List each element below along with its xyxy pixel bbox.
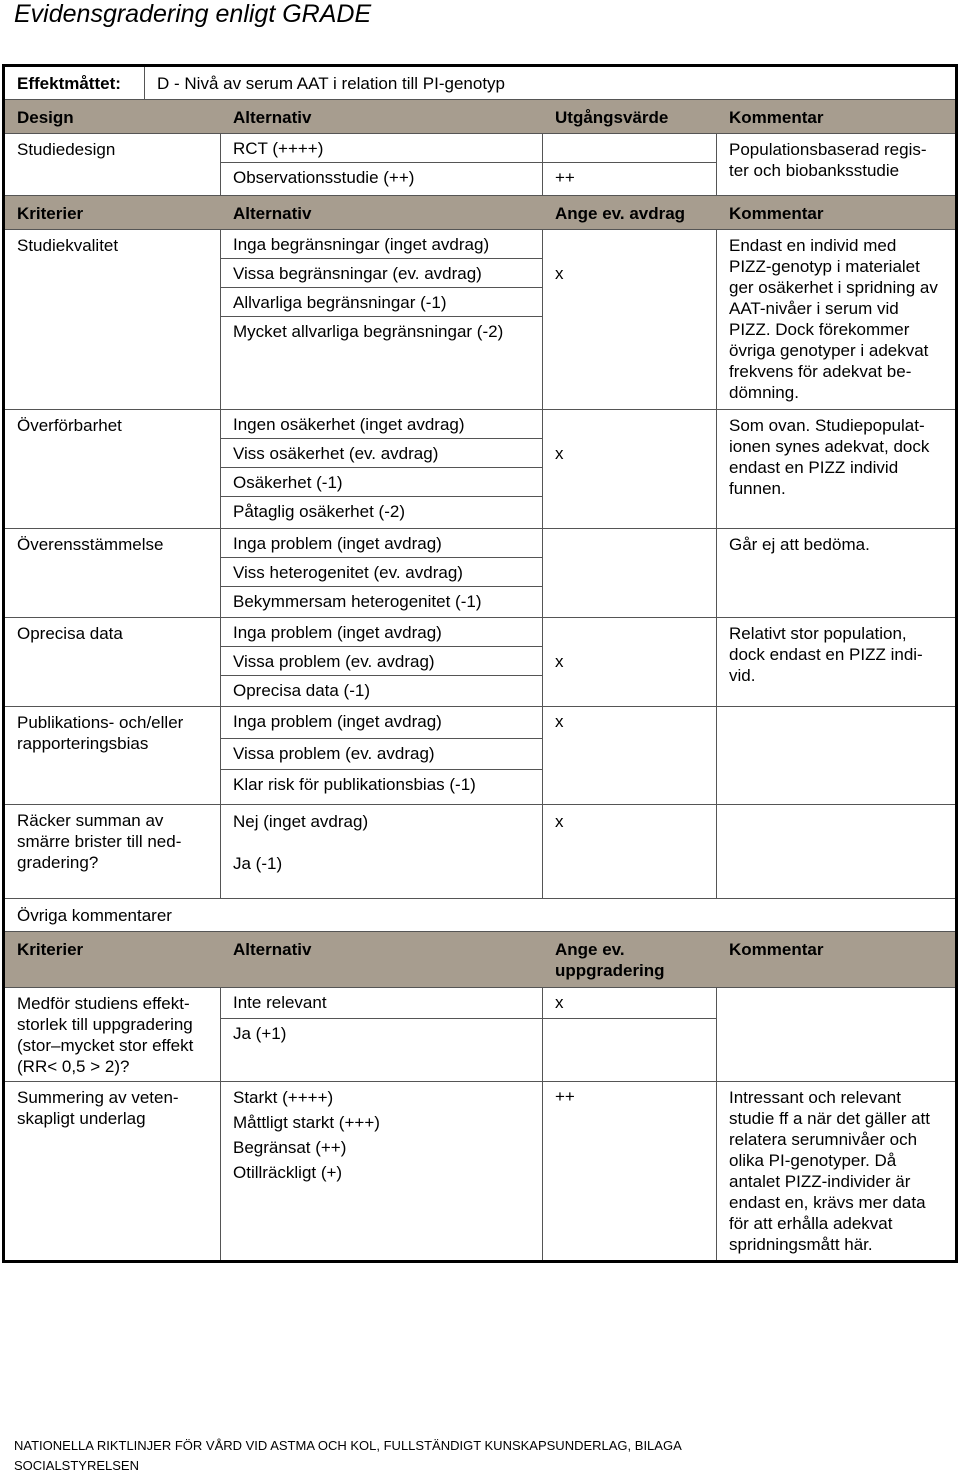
summering-marks (543, 1082, 717, 1260)
upgrade-header-c1: Kriterier (17, 940, 84, 959)
overforbarhet-alt: Ingen osäkerhet (inget avdrag) (221, 410, 542, 439)
overforbarhet-row (5, 410, 955, 529)
publikation-alts (221, 707, 543, 804)
oprecisa-alts (221, 618, 543, 706)
criteria-header-c2: Alternativ (233, 204, 312, 223)
publikation-alt: Inga problem (inget avdrag) (221, 707, 542, 739)
publikation-label: Publikations- och/eller rapporteringsbias (5, 707, 221, 804)
footer-line-1: NATIONELLA RIKTLINJER FÖR VÅRD VID ASTMA OCH KOL, FULLSTÄNDIGT KUNSKAPSUNDERLAG, BILAGA (14, 1438, 682, 1453)
summering-alts (221, 1082, 543, 1260)
overensstammelse-label: Överensstämmelse (5, 529, 221, 617)
studiedesign-comment: Populationsbaserad regis-ter och biobanksstudie (729, 140, 927, 180)
medfor-alt: Inte relevant (221, 988, 542, 1019)
design-header-c1: Design (17, 108, 74, 127)
overforbarhet-label: Överförbarhet (5, 410, 221, 528)
publikation-alt: Klar risk för publikationsbias (-1) (233, 775, 476, 794)
ovriga-label: Övriga kommentarer (17, 906, 172, 925)
racker-alt: Ja (-1) (233, 854, 283, 873)
studiekvalitet-comment: Endast en individ med PIZZ-genotyp i materialet ger osäkerhet i spridning av AAT-nivåer i serum vid PIZZ. Dock förekommer övriga genotyper i adekvat frekvens för adekvat be-dömning. (729, 236, 938, 402)
studiedesign-row (5, 134, 955, 196)
oprecisa-label: Oprecisa data (5, 618, 221, 706)
overensstammelse-alt: Inga problem (inget avdrag) (221, 529, 542, 558)
oprecisa-row (5, 618, 955, 707)
studiedesign-alt: Observationsstudie (++) (233, 168, 415, 187)
criteria-header (5, 196, 955, 230)
overensstammelse-marks (543, 529, 717, 617)
medfor-label: Medför studiens effekt-storlek till uppgradering (stor–mycket stor effekt (RR< 0,5 > 2)? (5, 988, 221, 1081)
criteria-header-c4: Kommentar (729, 204, 824, 223)
racker-marks (543, 805, 717, 898)
overforbarhet-marks (543, 410, 717, 528)
overensstammelse-alt: Bekymmersam heterogenitet (-1) (233, 592, 482, 611)
oprecisa-alt: Inga problem (inget avdrag) (221, 618, 542, 647)
page-footer (14, 1436, 682, 1476)
summering-alt: Måttligt starkt (+++) (233, 1113, 380, 1132)
summering-row (5, 1082, 955, 1260)
overforbarhet-alt: Viss osäkerhet (ev. avdrag) (221, 439, 542, 468)
summering-alt: Otillräckligt (+) (233, 1163, 343, 1182)
criteria-header-c3: Ange ev. avdrag (555, 204, 686, 223)
summering-alt: Starkt (++++) (233, 1088, 334, 1107)
overforbarhet-comment: Som ovan. Studiepopulat-ionen synes adekvat, dock endast en PIZZ individ funnen. (729, 416, 930, 498)
overensstammelse-row (5, 529, 955, 618)
racker-row (5, 805, 955, 899)
upgrade-header-c2: Alternativ (233, 940, 312, 959)
publikation-mark: x (555, 712, 564, 731)
criteria-header-c1: Kriterier (17, 204, 84, 223)
overensstammelse-alts (221, 529, 543, 617)
medfor-alts (221, 988, 543, 1081)
studiedesign-mark: ++ (555, 168, 575, 187)
publikation-comment (717, 707, 955, 804)
studiekvalitet-alt: Mycket allvarliga begränsningar (-2) (233, 322, 504, 341)
page-title: Evidensgradering enligt GRADE (14, 0, 372, 28)
racker-mark: x (555, 812, 564, 831)
footer-line-2: SOCIALSTYRELSEN (14, 1458, 139, 1473)
studiekvalitet-alt: Allvarliga begränsningar (-1) (221, 288, 542, 317)
studiekvalitet-alt: Inga begränsningar (inget avdrag) (221, 230, 542, 259)
medfor-row (5, 988, 955, 1082)
publikation-alt: Vissa problem (ev. avdrag) (221, 739, 542, 770)
racker-label: Räcker summan av smärre brister till ned-gradering? (5, 805, 221, 898)
studiedesign-alts (221, 134, 543, 195)
racker-alts (221, 805, 543, 898)
studiedesign-label: Studiedesign (5, 134, 221, 195)
publikation-marks (543, 707, 717, 804)
effect-label: Effektmåttet: (5, 67, 145, 99)
grade-table (2, 64, 958, 1263)
studiedesign-mark-empty (543, 134, 716, 163)
overensstammelse-alt: Viss heterogenitet (ev. avdrag) (221, 558, 542, 587)
overforbarhet-mark: x (555, 444, 564, 463)
studiekvalitet-marks (543, 230, 717, 409)
studiekvalitet-row (5, 230, 955, 410)
design-header-c3: Utgångsvärde (555, 108, 669, 127)
racker-alt: Nej (inget avdrag) (233, 812, 369, 831)
medfor-marks (543, 988, 717, 1081)
oprecisa-alt: Oprecisa data (-1) (233, 681, 370, 700)
medfor-mark: x (543, 988, 716, 1019)
oprecisa-alt: Vissa problem (ev. avdrag) (221, 647, 542, 676)
design-header-c2: Alternativ (233, 108, 312, 127)
oprecisa-mark: x (555, 652, 564, 671)
summering-alt: Begränsat (++) (233, 1138, 347, 1157)
publikation-row (5, 707, 955, 805)
medfor-comment (717, 988, 955, 1081)
studiekvalitet-mark: x (555, 264, 564, 283)
upgrade-header (5, 932, 955, 988)
racker-comment (717, 805, 955, 898)
oprecisa-comment: Relativt stor population, dock endast en PIZZ indi-vid. (729, 624, 923, 685)
overforbarhet-alts (221, 410, 543, 528)
upgrade-header-c4: Kommentar (729, 940, 824, 959)
overforbarhet-alt: Osäkerhet (-1) (221, 468, 542, 497)
effect-row (5, 67, 955, 100)
studiekvalitet-alts (221, 230, 543, 409)
studiedesign-alt: RCT (++++) (221, 134, 542, 163)
summering-comment: Intressant och relevant studie ff a när det gäller att relatera serumnivåer och olika PI-genotyper. Då antalet PIZZ-individer är endast en, krävs mer data för att erhålla adekvat spridningsmått här. (729, 1088, 930, 1254)
design-header (5, 100, 955, 134)
design-header-c4: Kommentar (729, 108, 824, 127)
studiedesign-marks (543, 134, 717, 195)
studiekvalitet-label: Studiekvalitet (5, 230, 221, 409)
studiekvalitet-alt: Vissa begränsningar (ev. avdrag) (221, 259, 542, 288)
effect-value: D - Nivå av serum AAT i relation till PI-genotyp (157, 74, 506, 93)
summering-label: Summering av veten-skapligt underlag (5, 1082, 221, 1260)
oprecisa-marks (543, 618, 717, 706)
upgrade-header-c3: Ange ev. uppgradering (555, 940, 665, 980)
medfor-alt: Ja (+1) (233, 1024, 287, 1043)
overensstammelse-comment: Går ej att bedöma. (729, 535, 870, 554)
ovriga-row (5, 899, 955, 932)
summering-mark: ++ (555, 1087, 575, 1106)
overforbarhet-alt: Påtaglig osäkerhet (-2) (233, 502, 405, 521)
